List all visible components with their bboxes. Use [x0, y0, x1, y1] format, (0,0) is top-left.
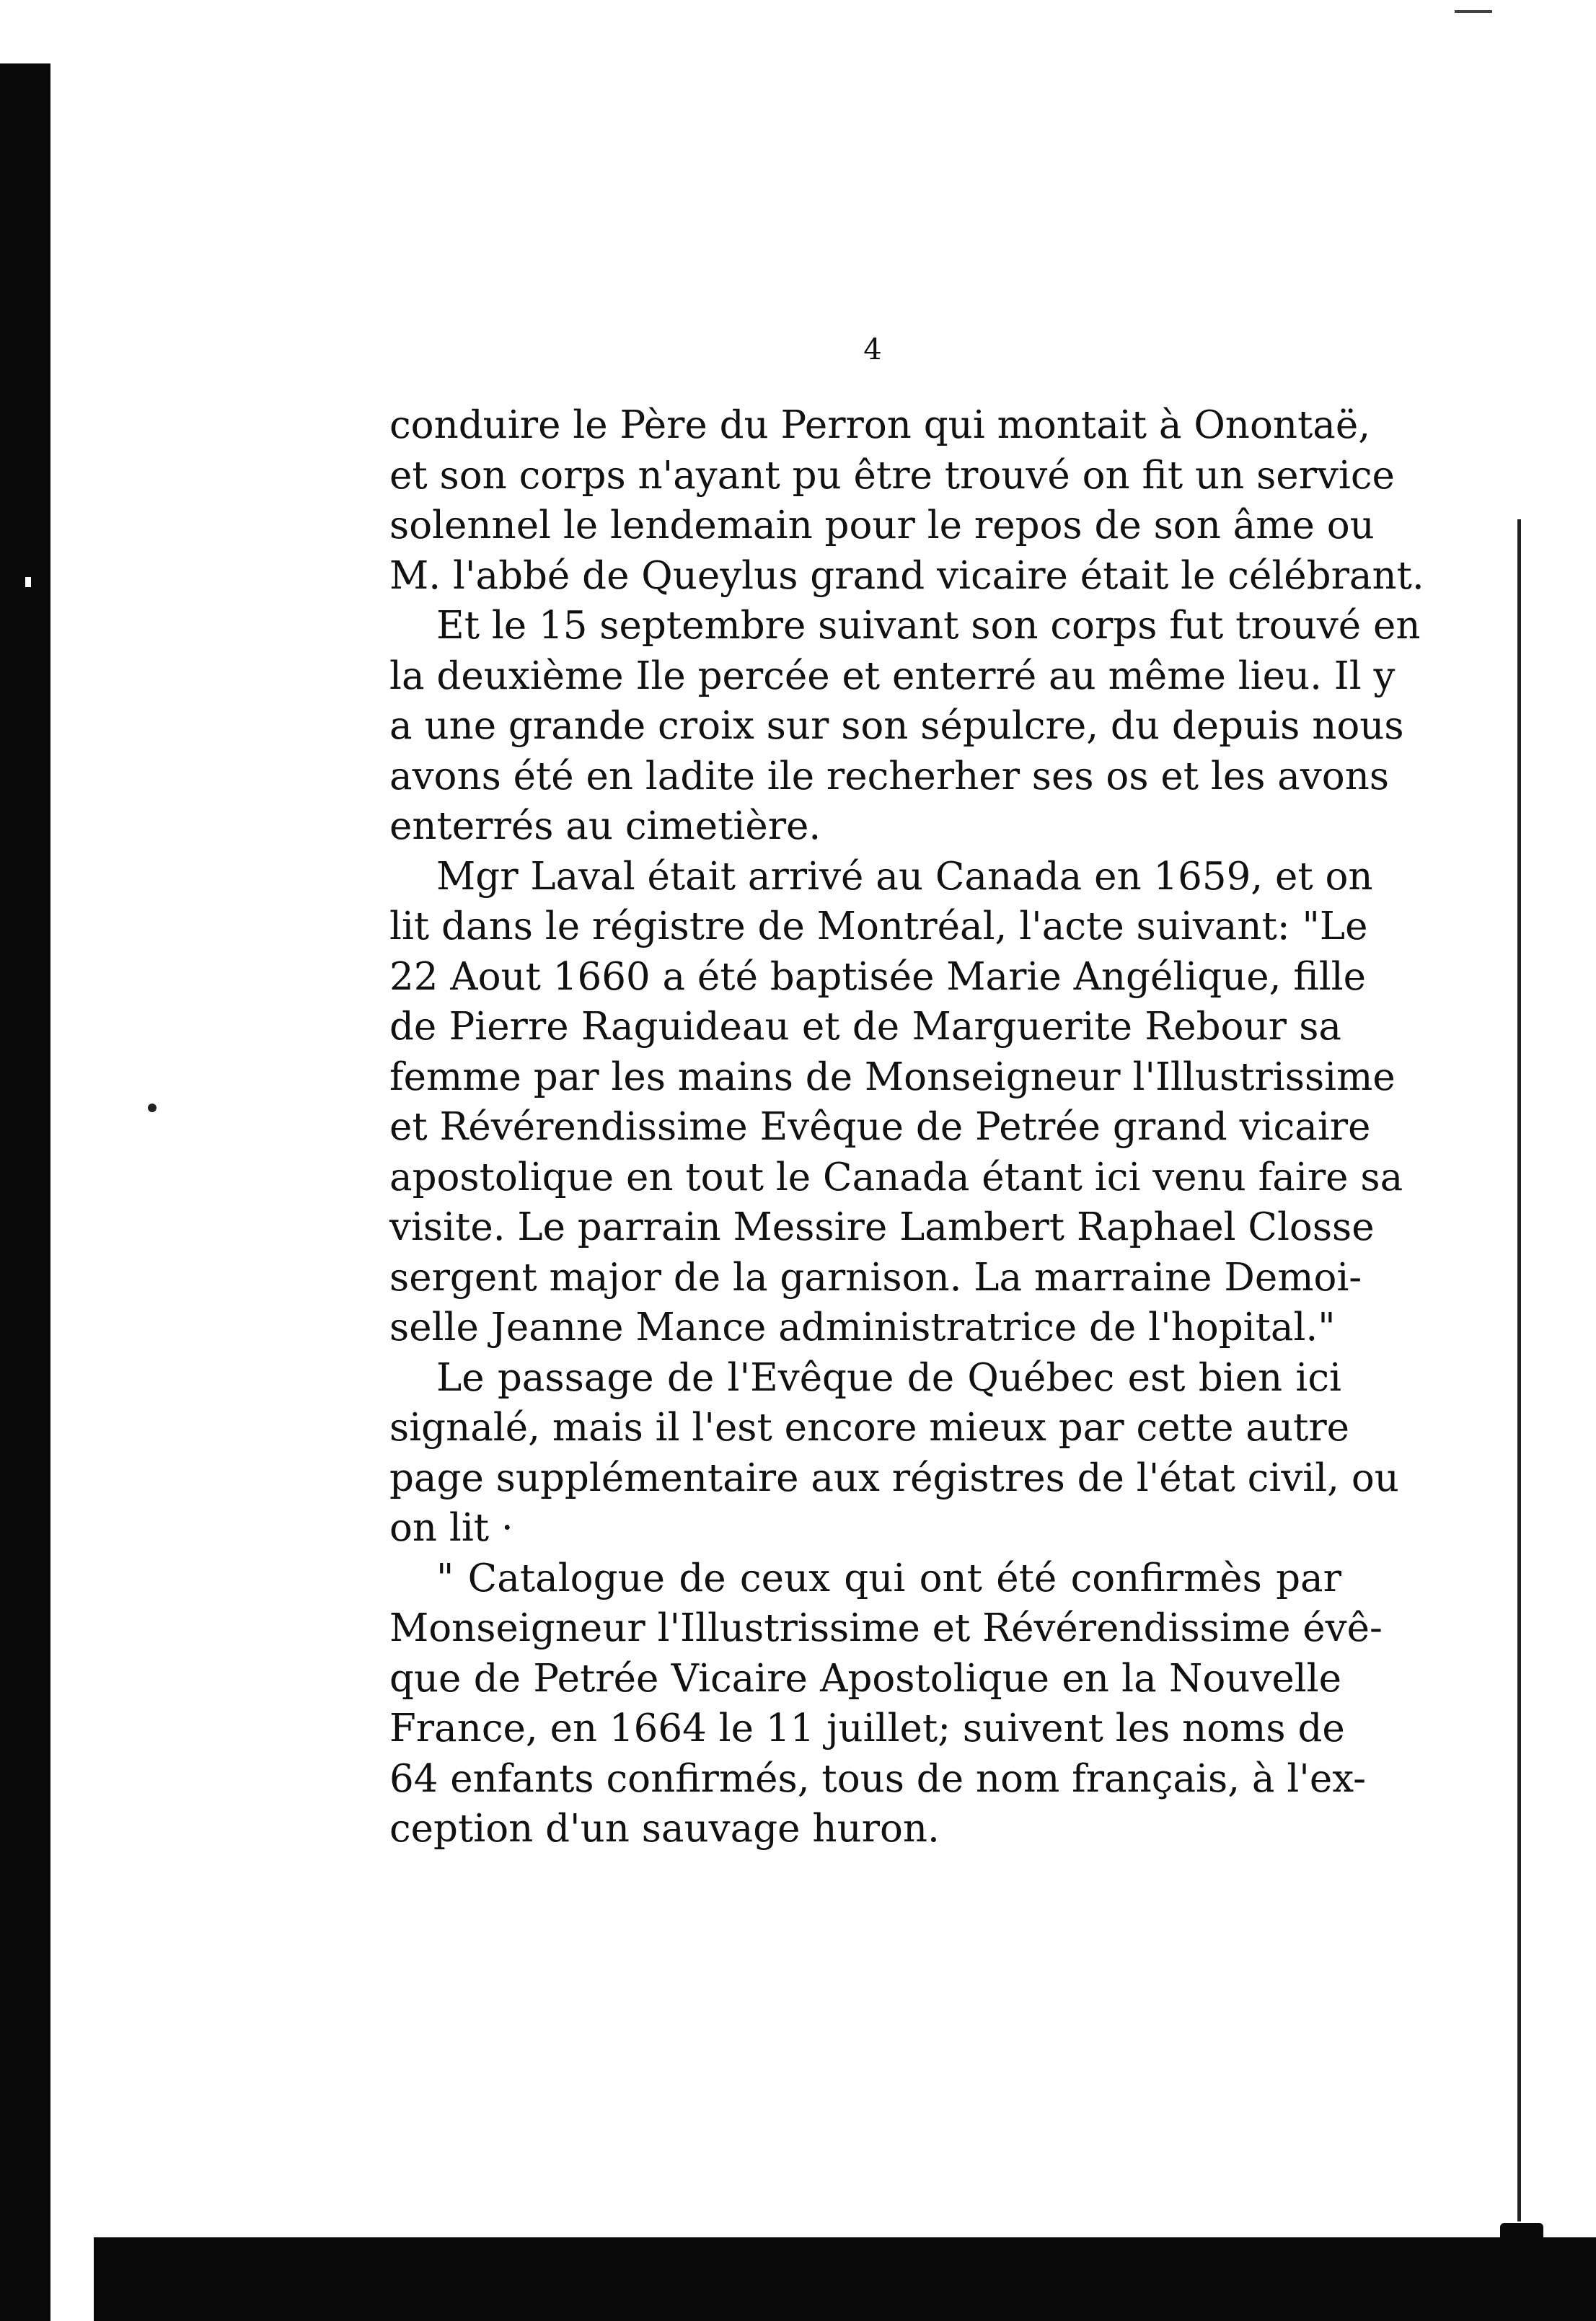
text-line: signalé, mais il l'est encore mieux par cette autre: [389, 1406, 1350, 1450]
text-line: sergent major de la garnison. La marraine Demoi-: [389, 1255, 1362, 1300]
text-line: visite. Le parrain Messire Lambert Raphael Closse: [389, 1205, 1375, 1249]
text-line: M. l'abbé de Queylus grand vicaire était le célébrant.: [389, 553, 1424, 598]
text-line: enterrés au cimetière.: [389, 804, 821, 848]
text-line: selle Jeanne Mance administratrice de l'hopital.": [389, 1305, 1336, 1349]
scan-speck: [25, 577, 31, 587]
scan-bottom-edge: [94, 2237, 1596, 2321]
text-line: Monseigneur l'Illustrissime et Révérendissime évê-: [389, 1606, 1383, 1650]
text-line: on lit ·: [389, 1506, 513, 1550]
text-line: lit dans le régistre de Montréal, l'acte suivant: "Le: [389, 904, 1368, 948]
text-line: et son corps n'ayant pu être trouvé on fit un service: [389, 453, 1395, 498]
scan-left-edge: [0, 63, 50, 2321]
text-line: et Révérendissime Evêque de Petrée grand vicaire: [389, 1105, 1371, 1149]
page-number: 4: [863, 333, 882, 366]
text-line: page supplémentaire aux régistres de l'état civil, ou: [389, 1455, 1399, 1500]
text-line: Mgr Laval était arrivé au Canada en 1659, et on: [436, 854, 1373, 899]
text-line: 22 Aout 1660 a été baptisée Marie Angélique, fille: [389, 954, 1366, 999]
text-line: de Pierre Raguideau et de Marguerite Rebour sa: [389, 1005, 1341, 1049]
text-line: Le passage de l'Evêque de Québec est bien ici: [436, 1355, 1341, 1400]
scan-top-mark: [1455, 10, 1492, 13]
scan-right-edge: [1517, 519, 1521, 2221]
text-line: conduire le Père du Perron qui montait à Onontaë,: [389, 403, 1371, 447]
text-line: Et le 15 septembre suivant son corps fut trouvé en: [436, 604, 1421, 648]
text-line: solennel le lendemain pour le repos de son âme ou: [389, 503, 1375, 547]
text-line: ception d'un sauvage huron.: [389, 1807, 940, 1851]
text-line: a une grande croix sur son sépulcre, du depuis nous: [389, 704, 1404, 748]
text-line: la deuxième Ile percée et enterré au même lieu. Il y: [389, 653, 1396, 698]
text-line: 64 enfants confirmés, tous de nom français, à l'ex-: [389, 1756, 1367, 1801]
text-line: France, en 1664 le 11 juillet; suivent les noms de: [389, 1706, 1345, 1750]
text-line: apostolique en tout le Canada étant ici venu faire sa: [389, 1155, 1403, 1199]
text-line: avons été en ladite ile recherher ses os et les avons: [389, 754, 1390, 798]
scan-dot: [148, 1104, 156, 1112]
scan-bottom-foot: [1500, 2223, 1543, 2239]
body-text: [389, 400, 1424, 1854]
text-line: que de Petrée Vicaire Apostolique en la Nouvelle: [389, 1656, 1341, 1701]
text-line: " Catalogue de ceux qui ont été confirmès par: [436, 1556, 1341, 1600]
text-line: femme par les mains de Monseigneur l'Illustrissime: [389, 1054, 1396, 1099]
